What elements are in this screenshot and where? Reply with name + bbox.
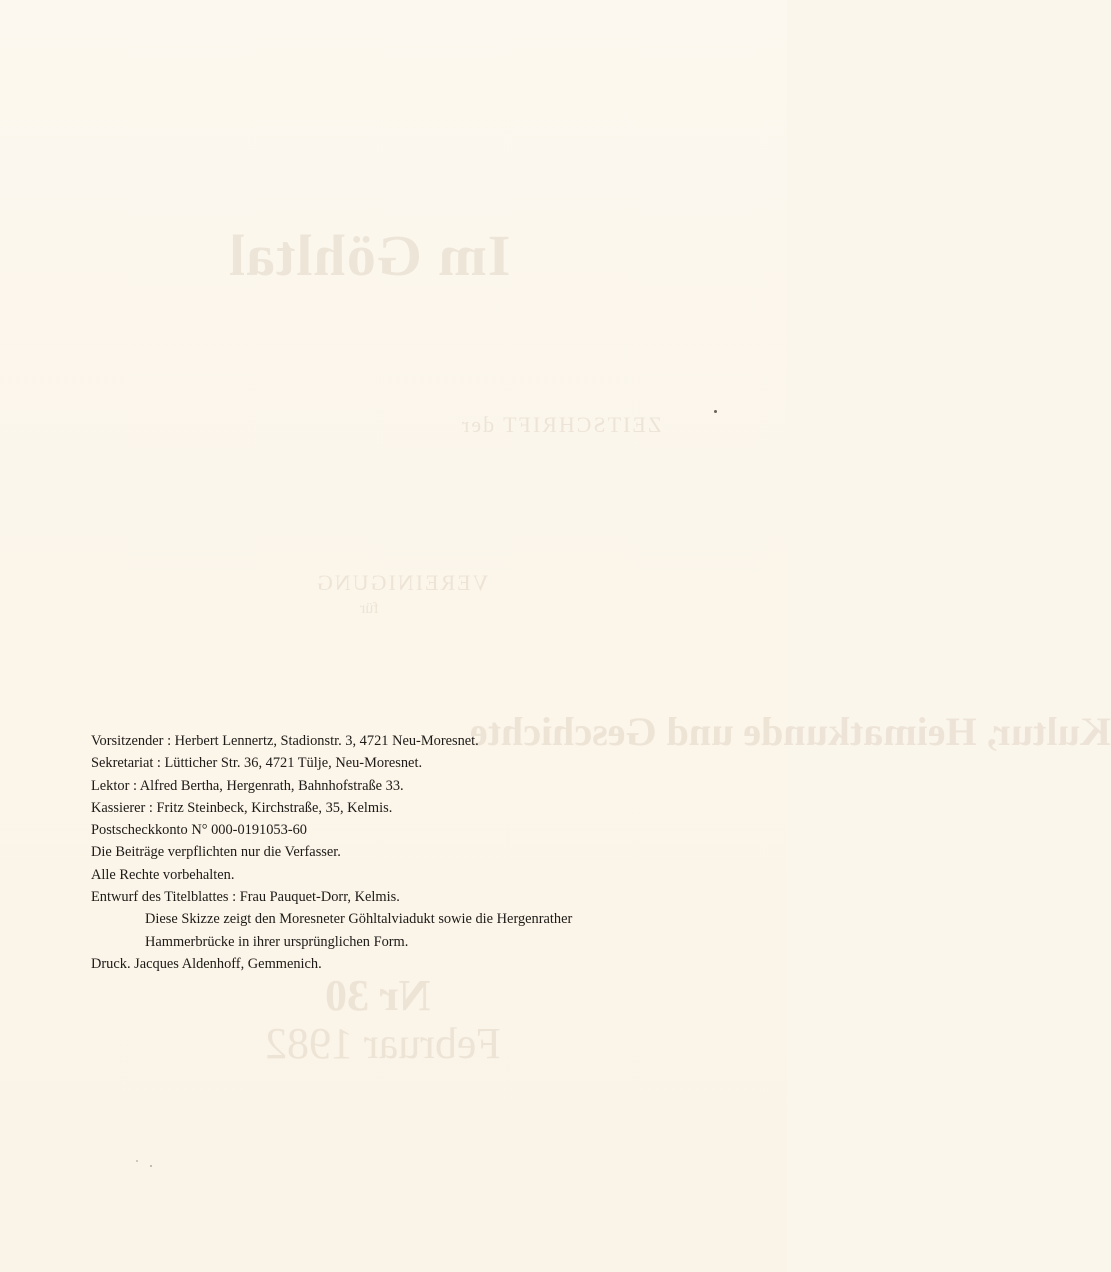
paper-speck — [714, 410, 717, 413]
imprint-vorsitzender: Vorsitzender : Herbert Lennertz, Stadionstr. 3, 4721 Neu-Moresnet. — [91, 733, 479, 749]
ghost-title: Im Göhltal — [228, 223, 511, 288]
imprint-skizze-line-2: Hammerbrücke in ihrer ursprünglichen Form. — [145, 933, 409, 950]
ghost-number: Nr 30 — [325, 971, 431, 1020]
imprint-sekretariat: Sekretariat : Lütticher Str. 36, 4721 Tülje, Neu-Moresnet. — [91, 755, 423, 772]
imprint-rechte: Alle Rechte vorbehalten. — [91, 866, 235, 883]
paper-speck — [150, 1165, 152, 1167]
imprint-lektor: Lektor : Alfred Bertha, Hergenrath, Bahnhofstraße 33. — [91, 777, 404, 794]
ghost-vereinigung: VEREINIGUNG — [315, 570, 489, 595]
imprint-entwurf: Entwurf des Titelblattes : Frau Pauquet-Dorr, Kelmis. — [91, 889, 400, 906]
imprint-beitraege: Die Beiträge verpflichten nur die Verfasser. — [91, 844, 341, 861]
imprint-druck: Druck. Jacques Aldenhoff, Gemmenich. — [91, 955, 322, 972]
imprint-block — [91, 730, 711, 975]
ghost-zeitschrift: ZEITSCHRIFT der — [460, 412, 662, 437]
imprint-kassierer: Kassierer : Fritz Steinbeck, Kirchstraße, 35, Kelmis. — [91, 799, 393, 816]
paper-speck — [136, 1160, 138, 1162]
ghost-fur: für — [360, 600, 379, 617]
ghost-date: Februar 1982 — [265, 1019, 501, 1068]
imprint-postscheckkonto: Postscheckkonto N° 000-0191053-60 — [91, 822, 307, 839]
imprint-skizze-line-1: Diese Skizze zeigt den Moresneter Göhltalviadukt sowie die Hergenrather — [145, 911, 573, 928]
ghost-kultur: Kultur, Heimatkunde und Geschichte — [470, 709, 1111, 754]
